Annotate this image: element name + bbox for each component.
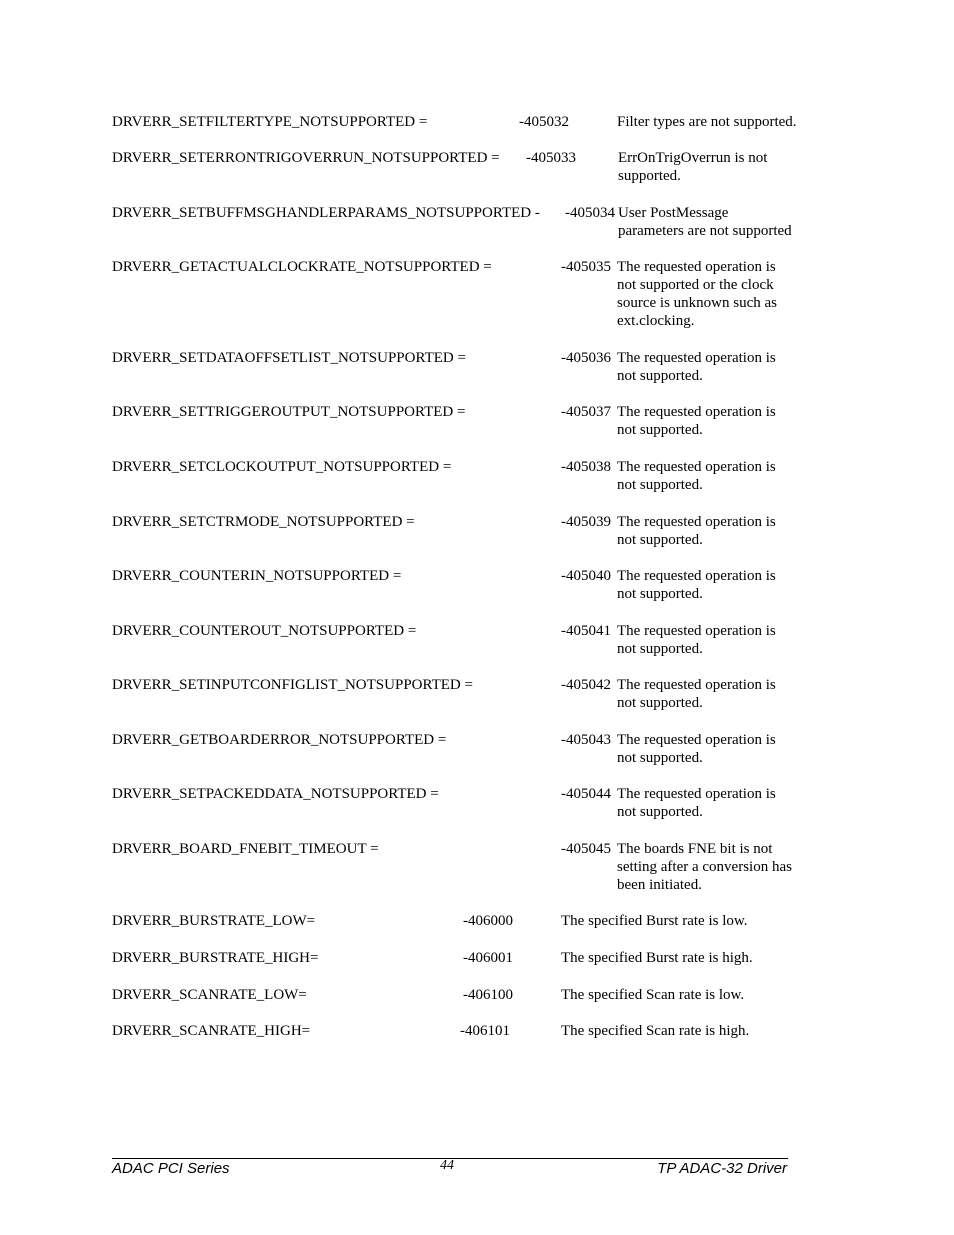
error-description-line: The requested operation is [617,623,776,639]
error-name: DRVERR_SETFILTERTYPE_NOTSUPPORTED = [112,114,428,130]
error-code: -405044 [561,786,611,802]
error-name: DRVERR_SETPACKEDDATA_NOTSUPPORTED = [112,786,439,802]
error-description-line: not supported. [617,532,703,548]
error-name: DRVERR_SETTRIGGEROUTPUT_NOTSUPPORTED = [112,404,466,420]
error-entry [0,731,954,766]
error-entry [0,149,954,184]
error-entry [0,840,954,893]
error-entry [0,567,954,602]
error-name: DRVERR_BURSTRATE_HIGH= [112,950,319,966]
error-description-line: not supported. [617,750,703,766]
error-code: -405038 [561,459,611,475]
error-description-line: The specified Burst rate is high. [561,950,753,966]
error-code: -405041 [561,623,611,639]
error-name: DRVERR_SETERRONTRIGOVERRUN_NOTSUPPORTED = [112,150,500,166]
error-description-line: The requested operation is [617,514,776,530]
error-name: DRVERR_BOARD_FNEBIT_TIMEOUT = [112,841,379,857]
error-entry [0,458,954,493]
error-name: DRVERR_SCANRATE_HIGH= [112,1023,311,1039]
error-name: DRVERR_SETCTRMODE_NOTSUPPORTED = [112,514,415,530]
footer-right: TP ADAC-32 Driver [657,1160,787,1177]
error-entry [0,258,954,329]
error-description-line: The requested operation is [617,732,776,748]
error-name: DRVERR_SETDATAOFFSETLIST_NOTSUPPORTED = [112,350,466,366]
error-description-line: not supported or the clock [617,277,774,293]
error-description-line: not supported. [617,586,703,602]
error-description-line: The requested operation is [617,350,776,366]
error-code: -405043 [561,732,611,748]
error-name: DRVERR_SETINPUTCONFIGLIST_NOTSUPPORTED = [112,677,473,693]
error-description-line: been initiated. [617,877,702,893]
error-name: DRVERR_BURSTRATE_LOW= [112,913,316,929]
error-description-line: Filter types are not supported. [617,114,797,130]
error-description-line: The requested operation is [617,259,776,275]
error-name: DRVERR_SETBUFFMSGHANDLERPARAMS_NOTSUPPORTED - [112,205,540,221]
error-description-line: parameters are not supported [618,223,792,239]
error-description-line: The specified Scan rate is high. [561,1023,750,1039]
error-description-line: The boards FNE bit is not [617,841,773,857]
error-code: -405042 [561,677,611,693]
error-name: DRVERR_GETACTUALCLOCKRATE_NOTSUPPORTED = [112,259,492,275]
error-code: -405035 [561,259,611,275]
error-description-line: The requested operation is [617,677,776,693]
error-entry [0,113,954,130]
error-entry [0,912,954,929]
error-code: -406001 [463,950,513,966]
error-code: -405040 [561,568,611,584]
error-entry [0,785,954,820]
error-description-line: The specified Burst rate is low. [561,913,748,929]
error-code: -405045 [561,841,611,857]
error-code: -405033 [526,150,576,166]
error-description-line: supported. [618,168,681,184]
error-description-line: not supported. [617,422,703,438]
error-entry [0,676,954,711]
error-description-line: The requested operation is [617,459,776,475]
error-code: -405032 [519,114,569,130]
error-description-line: The specified Scan rate is low. [561,987,745,1003]
error-name: DRVERR_COUNTERIN_NOTSUPPORTED = [112,568,402,584]
error-description-line: not supported. [617,477,703,493]
error-description-line: not supported. [617,804,703,820]
error-entry [0,349,954,384]
page-number: 44 [440,1158,454,1173]
error-entry [0,622,954,657]
error-description-line: ext.clocking. [617,313,695,329]
error-code: -406101 [460,1023,510,1039]
error-code: -406000 [463,913,513,929]
error-name: DRVERR_GETBOARDERROR_NOTSUPPORTED = [112,732,447,748]
error-entry [0,204,954,239]
error-code: -406100 [463,987,513,1003]
error-description-line: not supported. [617,641,703,657]
footer-left: ADAC PCI Series [112,1160,230,1177]
error-entry [0,949,954,966]
error-name: DRVERR_SETCLOCKOUTPUT_NOTSUPPORTED = [112,459,452,475]
error-description-line: setting after a conversion has [617,859,792,875]
error-entry [0,513,954,548]
error-description-line: The requested operation is [617,568,776,584]
error-description-line: ErrOnTrigOverrun is not [618,150,768,166]
error-code: -405037 [561,404,611,420]
error-description-line: The requested operation is [617,786,776,802]
error-code: -405039 [561,514,611,530]
error-name: DRVERR_COUNTEROUT_NOTSUPPORTED = [112,623,417,639]
error-entry [0,403,954,438]
error-name: DRVERR_SCANRATE_LOW= [112,987,307,1003]
error-code: -405036 [561,350,611,366]
error-description-line: source is unknown such as [617,295,777,311]
error-entry [0,986,954,1003]
error-description-line: not supported. [617,368,703,384]
error-description-line: User PostMessage [618,205,729,221]
error-description-line: The requested operation is [617,404,776,420]
error-entry [0,1022,954,1039]
error-code: -405034 [565,205,615,221]
error-description-line: not supported. [617,695,703,711]
